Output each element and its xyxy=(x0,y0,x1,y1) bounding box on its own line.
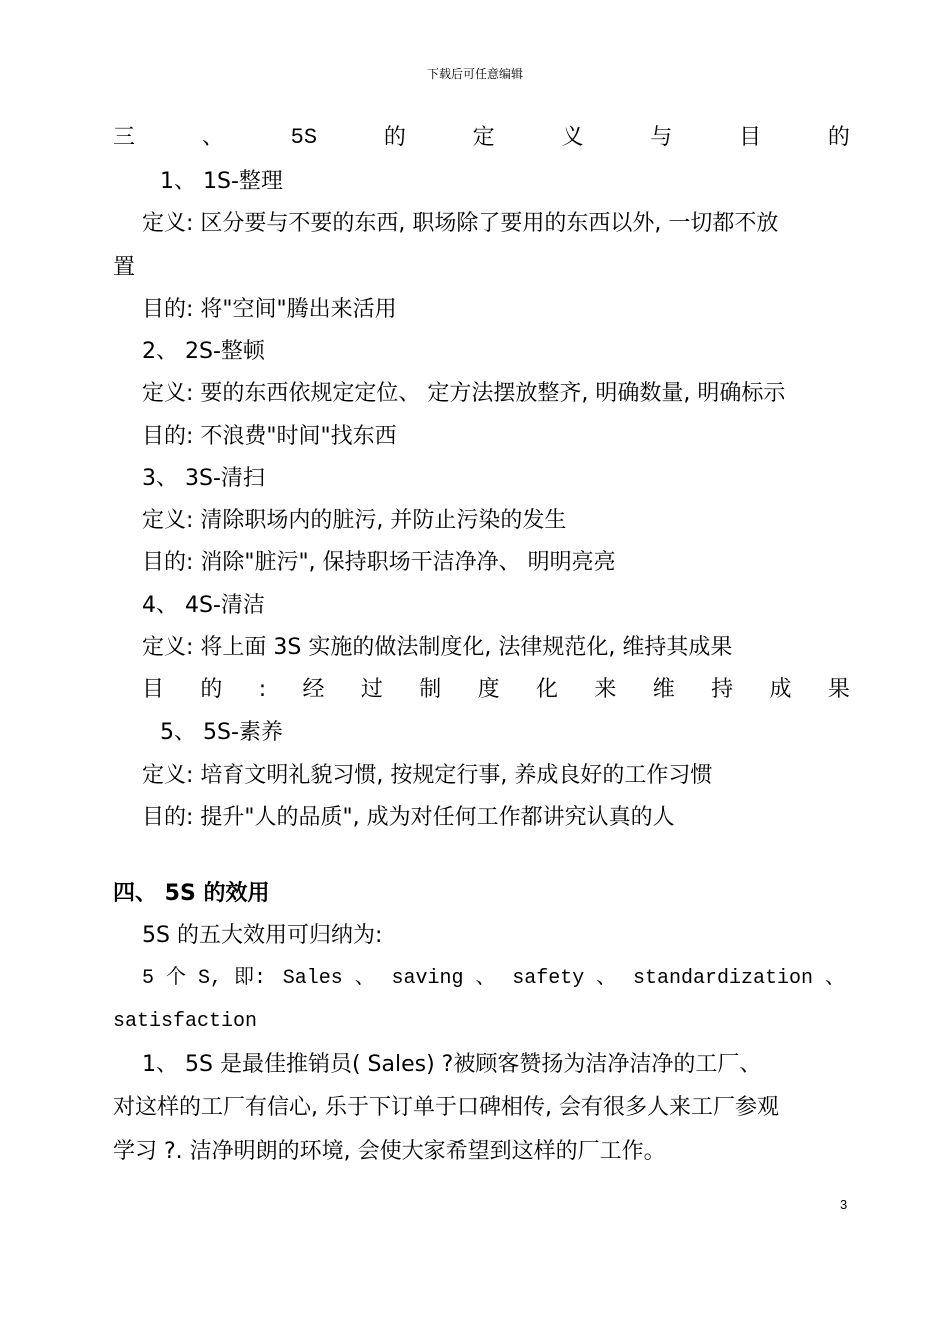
title-char: 的 xyxy=(383,125,406,150)
five-s-item: safety 、 xyxy=(512,967,617,990)
item-5-purpose: 目的: 提升"人的品质", 成为对任何工作都讲究认真的人 xyxy=(142,805,675,830)
item-2-definition: 定义: 要的东西依规定定位、 定方法摆放整齐, 明确数量, 明确标示 xyxy=(142,381,786,406)
item-4-definition: 定义: 将上面 3S 实施的做法制度化, 法律规范化, 维持其成果 xyxy=(142,635,733,660)
item-1-definition-cont: 置 xyxy=(113,255,136,280)
item-1-definition: 定义: 区分要与不要的东西, 职场除了要用的东西以外, 一切都不放 xyxy=(142,211,779,236)
section-3-title xyxy=(113,123,850,153)
item-5-heading: 5、 5S-素养 xyxy=(160,720,283,745)
purpose-char: 化 xyxy=(536,677,559,702)
purpose-char: 制 xyxy=(419,677,442,702)
item-5-definition: 定义: 培育文明礼貌习惯, 按规定行事, 养成良好的工作习惯 xyxy=(142,763,713,788)
purpose-char: 果 xyxy=(827,677,850,702)
purpose-char: 来 xyxy=(594,677,617,702)
title-char: 目 xyxy=(739,125,762,150)
item-4-heading: 4、 4S-清洁 xyxy=(142,593,265,618)
purpose-char: 维 xyxy=(652,677,675,702)
item-2-purpose: 目的: 不浪费"时间"找东西 xyxy=(142,424,397,449)
five-s-list-cont: satisfaction xyxy=(113,1010,258,1033)
title-char: 5S xyxy=(290,125,318,150)
five-s-item: saving 、 xyxy=(391,967,496,990)
effect-1-line-2: 对这样的工厂有信心, 乐于下订单于口碑相传, 会有很多人来工厂参观 xyxy=(113,1095,779,1120)
page-header: 下载后可任意编辑 xyxy=(426,67,523,81)
purpose-char: 经 xyxy=(302,677,325,702)
five-s-list xyxy=(142,964,845,994)
purpose-char: 过 xyxy=(360,677,383,702)
five-s-item: 5 个 S, 即: xyxy=(142,967,267,990)
item-3-definition: 定义: 清除职场内的脏污, 并防止污染的发生 xyxy=(142,508,567,533)
effect-1-line-1: 1、 5S 是最佳推销员( Sales) ?被顾客赞扬为洁净洁净的工厂、 xyxy=(142,1052,762,1077)
title-char: 与 xyxy=(650,125,673,150)
title-char: 、 xyxy=(201,125,224,150)
item-4-purpose xyxy=(142,675,850,705)
purpose-char: 度 xyxy=(477,677,500,702)
five-s-item: standardization 、 xyxy=(632,967,845,990)
purpose-char: 持 xyxy=(711,677,734,702)
item-3-heading: 3、 3S-清扫 xyxy=(142,466,265,491)
purpose-char: : xyxy=(258,677,267,702)
item-1-purpose: 目的: 将"空间"腾出来活用 xyxy=(142,297,397,322)
title-char: 定 xyxy=(472,125,495,150)
purpose-char: 成 xyxy=(769,677,792,702)
title-char: 义 xyxy=(561,125,584,150)
title-char: 三 xyxy=(113,125,136,150)
five-s-item: Sales 、 xyxy=(282,967,375,990)
item-1-heading: 1、 1S-整理 xyxy=(160,169,283,194)
section-4-intro: 5S 的五大效用可归纳为: xyxy=(142,923,383,948)
item-2-heading: 2、 2S-整顿 xyxy=(142,339,265,364)
section-4-title: 四、 5S 的效用 xyxy=(113,881,270,906)
page-number: 3 xyxy=(840,1197,848,1212)
effect-1-line-3: 学习 ?. 洁净明朗的环境, 会使大家希望到这样的厂工作。 xyxy=(113,1139,666,1164)
purpose-char: 的 xyxy=(200,677,223,702)
purpose-char: 目 xyxy=(142,677,165,702)
item-3-purpose: 目的: 消除"脏污", 保持职场干洁净净、 明明亮亮 xyxy=(142,550,616,575)
title-char: 的 xyxy=(827,125,850,150)
